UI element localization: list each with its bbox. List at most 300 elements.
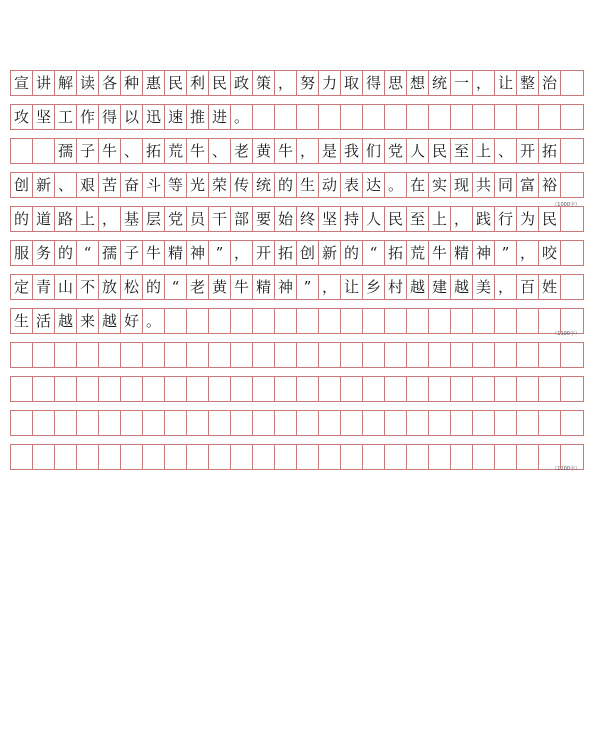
grid-cell xyxy=(450,342,472,368)
grid-cell xyxy=(494,376,516,402)
grid-cell: 青 xyxy=(32,274,54,300)
grid-cell: ， xyxy=(516,240,538,266)
grid-cell: 行 xyxy=(494,206,516,232)
grid-cell xyxy=(406,308,428,334)
grid-cell: 讲 xyxy=(32,70,54,96)
grid-cell: 拓 xyxy=(384,240,406,266)
grid-cell: 艰 xyxy=(76,172,98,198)
grid-cell xyxy=(274,444,296,470)
grid-cell: 攻 xyxy=(10,104,32,130)
grid-cell xyxy=(32,444,54,470)
grid-cell: ， xyxy=(472,70,494,96)
grid-cell: 表 xyxy=(340,172,362,198)
grid-cell xyxy=(274,342,296,368)
grid-cell: 乡 xyxy=(362,274,384,300)
grid-row xyxy=(10,274,588,300)
grid-cell xyxy=(10,376,32,402)
grid-cell: 来 xyxy=(76,308,98,334)
grid-cell: 开 xyxy=(516,138,538,164)
grid-cell xyxy=(32,410,54,436)
grid-cell xyxy=(186,342,208,368)
grid-row xyxy=(10,172,588,198)
grid-cell: 上 xyxy=(472,138,494,164)
grid-cell: 建 xyxy=(428,274,450,300)
grid-cell xyxy=(340,410,362,436)
grid-row xyxy=(10,308,588,334)
grid-cell xyxy=(296,444,318,470)
grid-cell xyxy=(296,342,318,368)
grid-cell xyxy=(186,410,208,436)
grid-row xyxy=(10,410,588,436)
grid-cell xyxy=(472,342,494,368)
grid-cell: 拓 xyxy=(274,240,296,266)
writing-grid xyxy=(10,70,588,478)
grid-cell xyxy=(362,342,384,368)
grid-cell xyxy=(340,104,362,130)
grid-cell xyxy=(494,410,516,436)
grid-cell: 越 xyxy=(406,274,428,300)
grid-cell xyxy=(230,444,252,470)
grid-cell xyxy=(208,376,230,402)
grid-cell xyxy=(274,410,296,436)
grid-cell: 作 xyxy=(76,104,98,130)
grid-cell: 路 xyxy=(54,206,76,232)
grid-cell: 神 xyxy=(472,240,494,266)
grid-cell: ， xyxy=(494,274,516,300)
grid-row xyxy=(10,206,588,232)
grid-cell xyxy=(120,342,142,368)
grid-cell: 孺 xyxy=(54,138,76,164)
grid-cell: 百 xyxy=(516,274,538,300)
grid-cell: ， xyxy=(98,206,120,232)
grid-cell xyxy=(296,376,318,402)
grid-cell: 现 xyxy=(450,172,472,198)
grid-cell xyxy=(472,104,494,130)
grid-cell: 们 xyxy=(362,138,384,164)
grid-cell xyxy=(164,410,186,436)
grid-cell: 得 xyxy=(98,104,120,130)
grid-cell xyxy=(142,410,164,436)
grid-cell: 进 xyxy=(208,104,230,130)
grid-cell xyxy=(516,444,538,470)
grid-cell: 好 xyxy=(120,308,142,334)
grid-cell: 黄 xyxy=(208,274,230,300)
grid-cell xyxy=(384,342,406,368)
grid-cell: ， xyxy=(230,240,252,266)
grid-cell: “ xyxy=(76,240,98,266)
grid-cell: 让 xyxy=(494,70,516,96)
grid-cell xyxy=(516,410,538,436)
grid-cell: 党 xyxy=(164,206,186,232)
grid-cell: 思 xyxy=(384,70,406,96)
grid-cell: 民 xyxy=(428,138,450,164)
grid-cell xyxy=(428,342,450,368)
grid-cell xyxy=(186,376,208,402)
grid-cell: 开 xyxy=(252,240,274,266)
grid-row xyxy=(10,138,588,164)
grid-cell xyxy=(384,444,406,470)
grid-cell: 努 xyxy=(296,70,318,96)
grid-cell: 实 xyxy=(428,172,450,198)
grid-cell: 、 xyxy=(120,138,142,164)
grid-cell xyxy=(164,444,186,470)
grid-cell xyxy=(560,410,584,436)
grid-cell: 要 xyxy=(252,206,274,232)
grid-cell xyxy=(164,308,186,334)
grid-cell xyxy=(494,342,516,368)
grid-cell xyxy=(32,376,54,402)
grid-cell xyxy=(340,342,362,368)
grid-cell xyxy=(54,342,76,368)
grid-cell xyxy=(560,206,584,232)
grid-cell: 拓 xyxy=(142,138,164,164)
grid-cell xyxy=(560,70,584,96)
grid-cell xyxy=(560,172,584,198)
grid-cell: “ xyxy=(164,274,186,300)
grid-cell: 神 xyxy=(186,240,208,266)
grid-cell: 始 xyxy=(274,206,296,232)
grid-cell xyxy=(120,444,142,470)
grid-cell: 一 xyxy=(450,70,472,96)
grid-cell: 越 xyxy=(450,274,472,300)
grid-cell: 我 xyxy=(340,138,362,164)
word-counter-1000: （1000字） xyxy=(552,202,580,208)
grid-cell xyxy=(318,104,340,130)
grid-cell: ” xyxy=(296,274,318,300)
grid-cell: 生 xyxy=(296,172,318,198)
grid-cell xyxy=(10,342,32,368)
grid-cell: 为 xyxy=(516,206,538,232)
grid-cell: 干 xyxy=(208,206,230,232)
grid-cell xyxy=(252,410,274,436)
grid-cell: 牛 xyxy=(230,274,252,300)
grid-cell: 政 xyxy=(230,70,252,96)
grid-cell: 服 xyxy=(10,240,32,266)
grid-cell xyxy=(98,410,120,436)
grid-cell xyxy=(120,410,142,436)
grid-cell: 坚 xyxy=(318,206,340,232)
grid-cell: 迅 xyxy=(142,104,164,130)
grid-cell xyxy=(516,342,538,368)
grid-cell: 民 xyxy=(164,70,186,96)
grid-cell: 咬 xyxy=(538,240,560,266)
grid-cell: 达 xyxy=(362,172,384,198)
grid-cell xyxy=(296,410,318,436)
grid-cell xyxy=(384,104,406,130)
grid-cell: 宣 xyxy=(10,70,32,96)
grid-cell: ” xyxy=(208,240,230,266)
grid-cell xyxy=(428,444,450,470)
grid-cell: 。 xyxy=(142,308,164,334)
grid-cell: 解 xyxy=(54,70,76,96)
grid-cell xyxy=(406,376,428,402)
grid-cell: 在 xyxy=(406,172,428,198)
grid-cell: 持 xyxy=(340,206,362,232)
grid-cell: 裕 xyxy=(538,172,560,198)
grid-cell: 得 xyxy=(362,70,384,96)
grid-row xyxy=(10,444,588,470)
grid-cell: 部 xyxy=(230,206,252,232)
grid-cell: 不 xyxy=(76,274,98,300)
grid-cell xyxy=(76,444,98,470)
grid-cell xyxy=(560,342,584,368)
grid-cell xyxy=(274,308,296,334)
grid-cell xyxy=(252,444,274,470)
grid-cell xyxy=(32,342,54,368)
grid-cell xyxy=(428,308,450,334)
grid-row xyxy=(10,342,588,368)
grid-cell xyxy=(54,444,76,470)
grid-cell: 的 xyxy=(54,240,76,266)
word-counter-1100: （1100字） xyxy=(552,331,580,337)
grid-cell xyxy=(362,376,384,402)
grid-cell xyxy=(208,410,230,436)
grid-cell: 至 xyxy=(406,206,428,232)
grid-cell xyxy=(384,410,406,436)
grid-cell: 牛 xyxy=(186,138,208,164)
grid-cell: 的 xyxy=(274,172,296,198)
grid-cell xyxy=(296,308,318,334)
grid-cell: 牛 xyxy=(274,138,296,164)
grid-cell: 山 xyxy=(54,274,76,300)
grid-cell xyxy=(76,410,98,436)
grid-cell: 读 xyxy=(76,70,98,96)
word-counter-1200: （1200字） xyxy=(552,466,580,472)
grid-cell xyxy=(296,104,318,130)
grid-cell xyxy=(120,376,142,402)
grid-cell xyxy=(450,444,472,470)
grid-cell xyxy=(560,274,584,300)
grid-cell xyxy=(450,308,472,334)
grid-cell: 牛 xyxy=(142,240,164,266)
grid-cell xyxy=(340,376,362,402)
grid-cell xyxy=(318,308,340,334)
grid-cell xyxy=(76,342,98,368)
grid-cell xyxy=(538,376,560,402)
grid-cell: 荒 xyxy=(164,138,186,164)
grid-cell: 精 xyxy=(164,240,186,266)
grid-cell: 力 xyxy=(318,70,340,96)
grid-cell xyxy=(32,138,54,164)
grid-cell: 光 xyxy=(186,172,208,198)
grid-cell: 姓 xyxy=(538,274,560,300)
grid-cell xyxy=(208,342,230,368)
grid-cell: 美 xyxy=(472,274,494,300)
grid-cell: 想 xyxy=(406,70,428,96)
grid-cell xyxy=(10,138,32,164)
grid-cell xyxy=(494,444,516,470)
grid-cell xyxy=(186,444,208,470)
grid-cell: 创 xyxy=(296,240,318,266)
grid-cell: 的 xyxy=(340,240,362,266)
grid-cell xyxy=(516,104,538,130)
grid-cell: 活 xyxy=(32,308,54,334)
grid-cell xyxy=(98,376,120,402)
grid-cell xyxy=(230,410,252,436)
grid-cell: 老 xyxy=(186,274,208,300)
grid-cell: 践 xyxy=(472,206,494,232)
grid-cell xyxy=(208,308,230,334)
grid-cell: 定 xyxy=(10,274,32,300)
grid-cell xyxy=(538,342,560,368)
grid-cell: 村 xyxy=(384,274,406,300)
grid-row xyxy=(10,70,588,96)
grid-cell xyxy=(406,444,428,470)
grid-cell xyxy=(362,444,384,470)
grid-cell xyxy=(230,308,252,334)
grid-cell xyxy=(142,342,164,368)
grid-cell: 拓 xyxy=(538,138,560,164)
grid-cell: 新 xyxy=(32,172,54,198)
grid-cell: 牛 xyxy=(428,240,450,266)
grid-cell: 子 xyxy=(120,240,142,266)
grid-cell: ， xyxy=(296,138,318,164)
grid-cell: 务 xyxy=(32,240,54,266)
grid-cell: 黄 xyxy=(252,138,274,164)
grid-cell: 放 xyxy=(98,274,120,300)
grid-row xyxy=(10,240,588,266)
grid-cell: 民 xyxy=(538,206,560,232)
grid-cell: 新 xyxy=(318,240,340,266)
grid-cell xyxy=(252,104,274,130)
grid-cell: 精 xyxy=(450,240,472,266)
grid-cell: 孺 xyxy=(98,240,120,266)
grid-cell xyxy=(142,376,164,402)
grid-cell: 统 xyxy=(428,70,450,96)
grid-cell: 富 xyxy=(516,172,538,198)
grid-cell xyxy=(560,104,584,130)
grid-cell xyxy=(10,444,32,470)
grid-cell: ， xyxy=(450,206,472,232)
grid-cell: ” xyxy=(494,240,516,266)
grid-cell: 人 xyxy=(406,138,428,164)
grid-cell: 神 xyxy=(274,274,296,300)
grid-cell: 以 xyxy=(120,104,142,130)
grid-cell: 是 xyxy=(318,138,340,164)
grid-cell xyxy=(428,410,450,436)
grid-cell: 层 xyxy=(142,206,164,232)
grid-cell: 越 xyxy=(98,308,120,334)
grid-cell xyxy=(516,308,538,334)
grid-cell xyxy=(428,104,450,130)
grid-cell: 至 xyxy=(450,138,472,164)
grid-cell: 。 xyxy=(230,104,252,130)
grid-cell xyxy=(560,138,584,164)
grid-cell: 荒 xyxy=(406,240,428,266)
grid-cell: 牛 xyxy=(98,138,120,164)
grid-cell: 各 xyxy=(98,70,120,96)
grid-cell xyxy=(274,104,296,130)
grid-cell xyxy=(362,308,384,334)
grid-cell: 的 xyxy=(10,206,32,232)
grid-cell: 惠 xyxy=(142,70,164,96)
grid-cell xyxy=(98,342,120,368)
grid-cell xyxy=(164,376,186,402)
grid-cell: 让 xyxy=(340,274,362,300)
grid-cell: 等 xyxy=(164,172,186,198)
grid-cell xyxy=(142,444,164,470)
grid-cell xyxy=(318,410,340,436)
grid-cell: ， xyxy=(318,274,340,300)
grid-cell: 整 xyxy=(516,70,538,96)
grid-cell xyxy=(186,308,208,334)
grid-cell xyxy=(318,342,340,368)
grid-cell: 动 xyxy=(318,172,340,198)
grid-cell xyxy=(230,342,252,368)
grid-cell: 同 xyxy=(494,172,516,198)
grid-cell xyxy=(208,444,230,470)
grid-cell xyxy=(494,104,516,130)
grid-cell xyxy=(450,104,472,130)
grid-cell: 种 xyxy=(120,70,142,96)
grid-cell xyxy=(472,410,494,436)
grid-cell xyxy=(406,104,428,130)
grid-cell xyxy=(450,410,472,436)
grid-cell: 上 xyxy=(428,206,450,232)
grid-cell xyxy=(164,342,186,368)
grid-cell xyxy=(252,342,274,368)
grid-cell xyxy=(428,376,450,402)
grid-cell: ， xyxy=(274,70,296,96)
grid-cell: 越 xyxy=(54,308,76,334)
grid-cell xyxy=(406,410,428,436)
grid-cell: 。 xyxy=(384,172,406,198)
grid-cell: 斗 xyxy=(142,172,164,198)
grid-cell: 道 xyxy=(32,206,54,232)
grid-cell: 荣 xyxy=(208,172,230,198)
grid-cell: 治 xyxy=(538,70,560,96)
grid-cell: 上 xyxy=(76,206,98,232)
grid-cell xyxy=(450,376,472,402)
grid-cell: 精 xyxy=(252,274,274,300)
grid-cell: 统 xyxy=(252,172,274,198)
grid-cell: 党 xyxy=(384,138,406,164)
grid-cell xyxy=(406,342,428,368)
grid-cell xyxy=(10,410,32,436)
grid-cell: 取 xyxy=(340,70,362,96)
grid-cell xyxy=(494,308,516,334)
grid-cell: 奋 xyxy=(120,172,142,198)
grid-cell xyxy=(252,376,274,402)
grid-cell xyxy=(560,240,584,266)
grid-cell: 民 xyxy=(384,206,406,232)
grid-cell: 子 xyxy=(76,138,98,164)
grid-cell xyxy=(384,376,406,402)
grid-cell: 、 xyxy=(494,138,516,164)
grid-cell xyxy=(54,410,76,436)
grid-cell: 推 xyxy=(186,104,208,130)
grid-cell xyxy=(230,376,252,402)
grid-cell xyxy=(516,376,538,402)
grid-cell xyxy=(252,308,274,334)
grid-cell xyxy=(560,376,584,402)
grid-cell: 人 xyxy=(362,206,384,232)
grid-cell xyxy=(340,308,362,334)
grid-cell xyxy=(318,444,340,470)
grid-cell: 、 xyxy=(208,138,230,164)
grid-cell: 传 xyxy=(230,172,252,198)
grid-cell xyxy=(98,444,120,470)
grid-cell xyxy=(76,376,98,402)
grid-cell: 老 xyxy=(230,138,252,164)
grid-cell: 创 xyxy=(10,172,32,198)
grid-cell xyxy=(472,376,494,402)
grid-cell: “ xyxy=(362,240,384,266)
grid-cell: 工 xyxy=(54,104,76,130)
grid-cell: 的 xyxy=(142,274,164,300)
grid-cell xyxy=(340,444,362,470)
grid-cell: 、 xyxy=(54,172,76,198)
